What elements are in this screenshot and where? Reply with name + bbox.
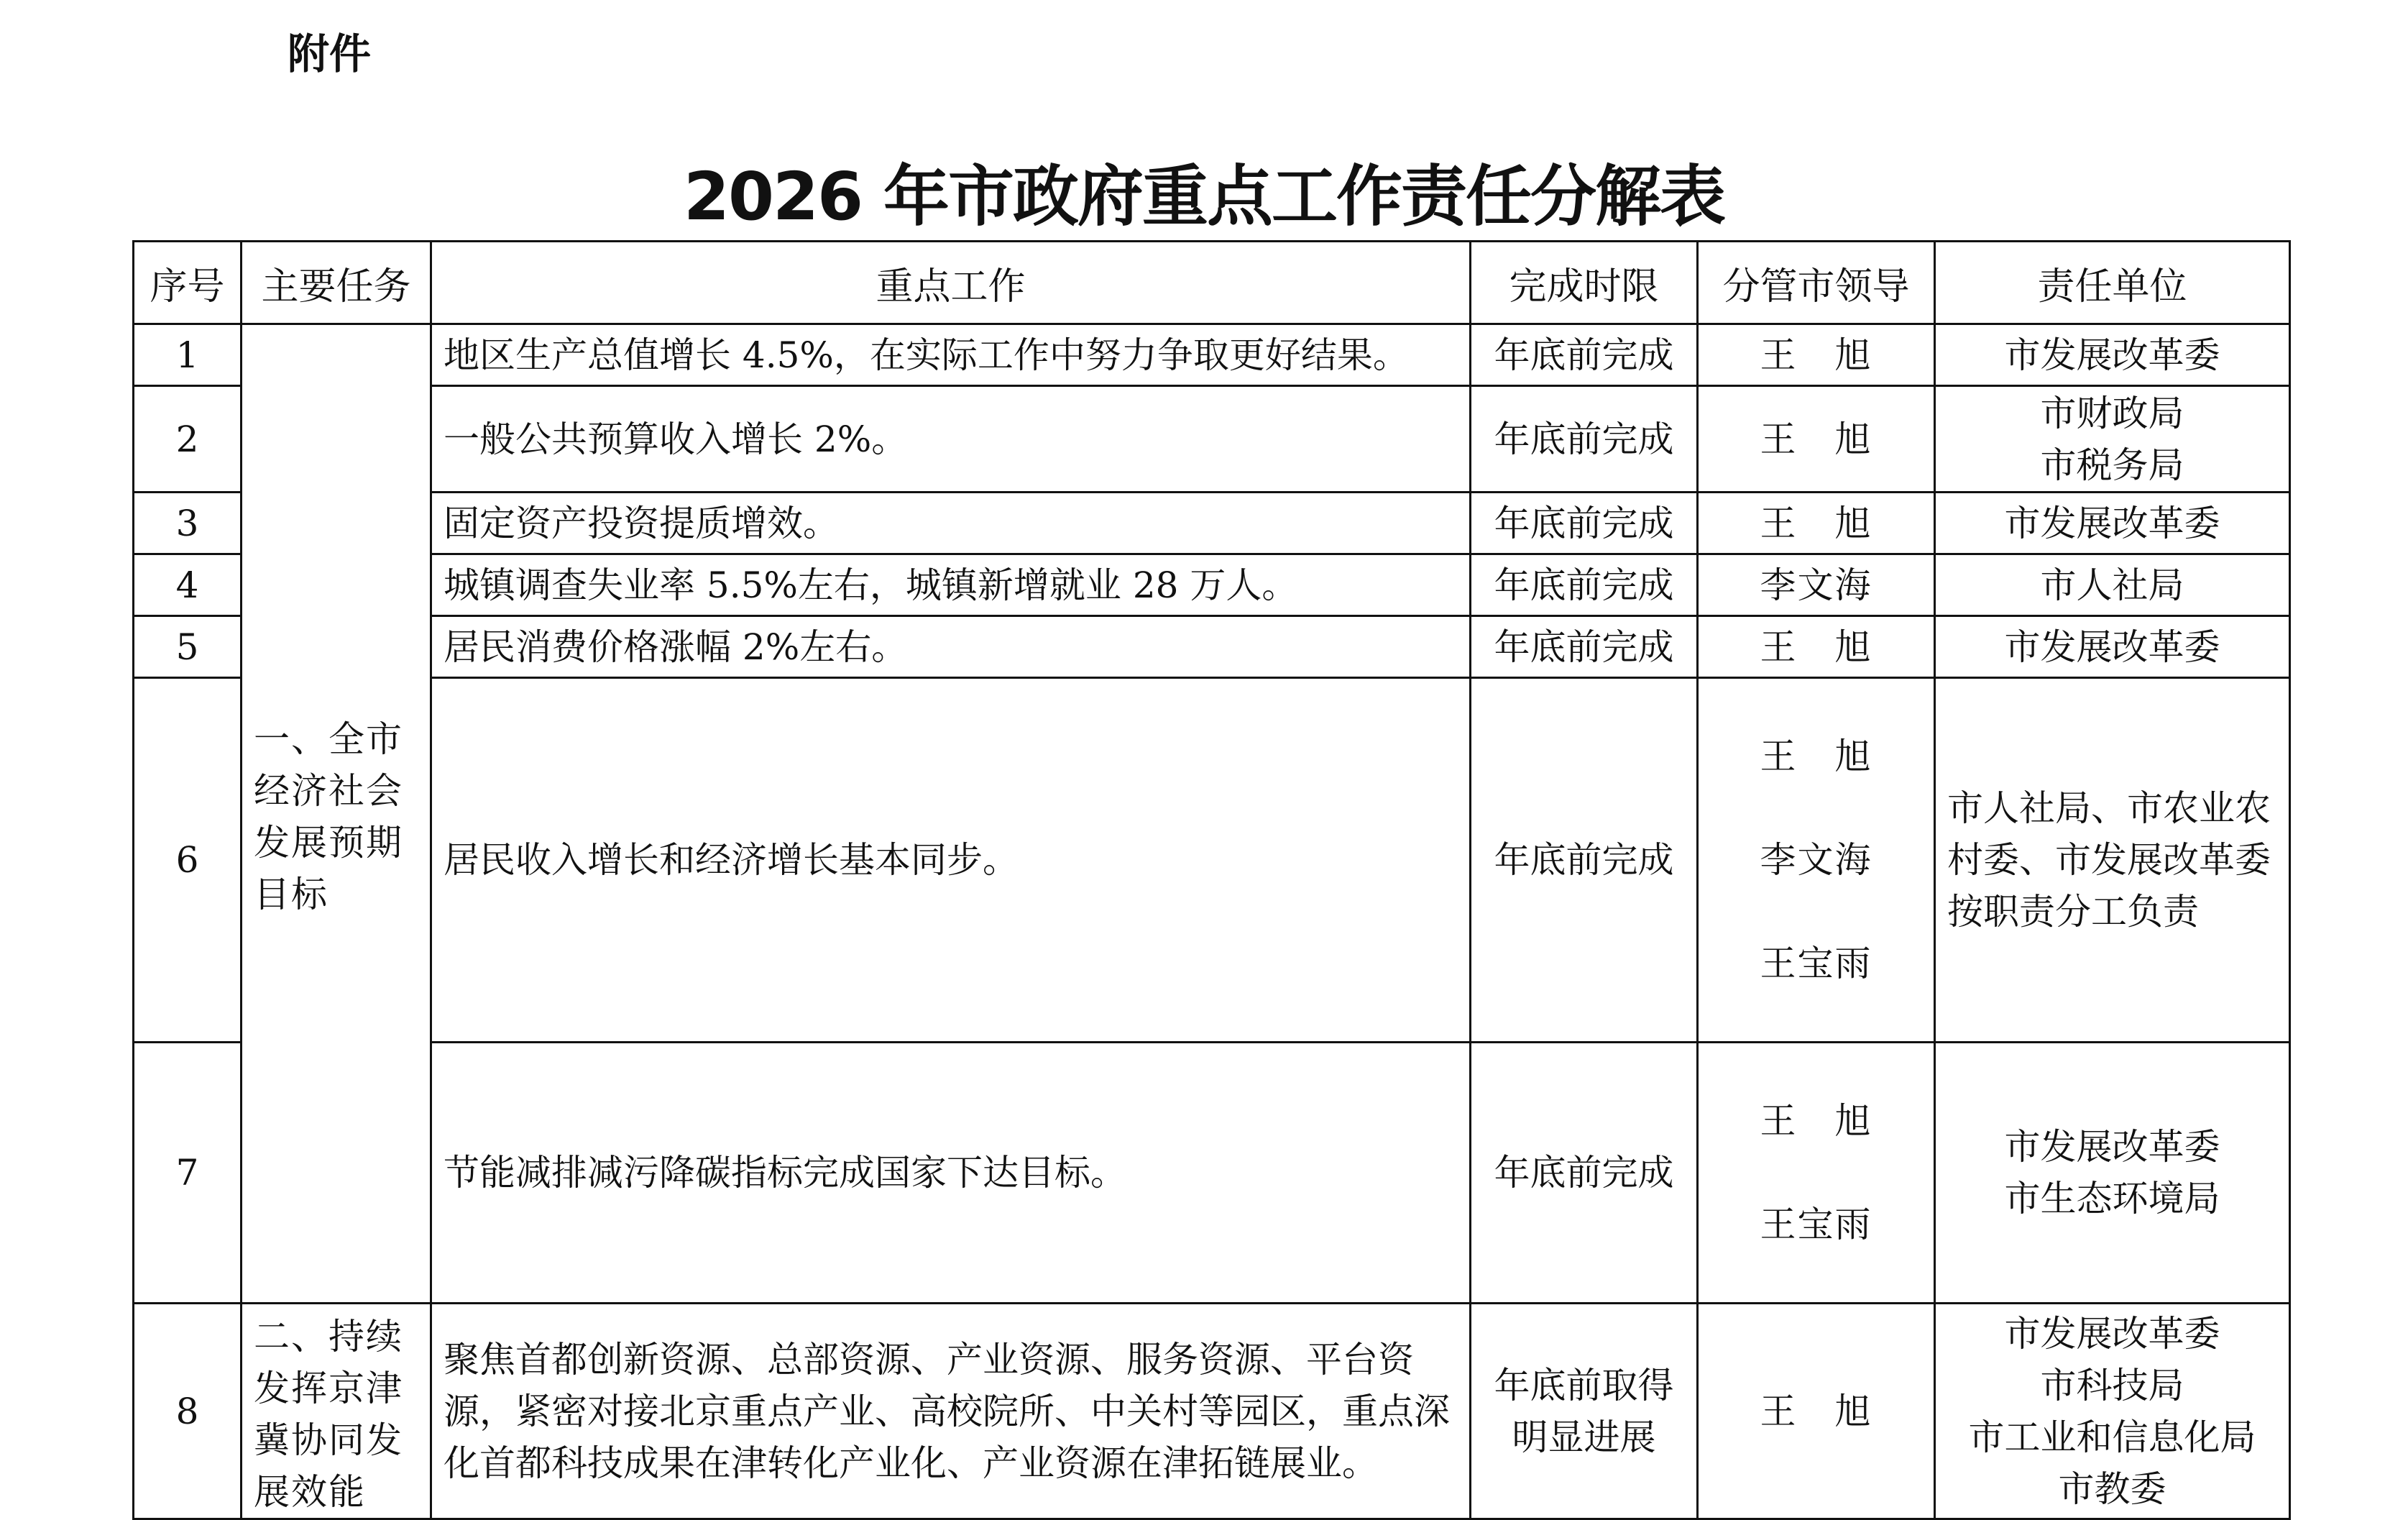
- table-header-row: [134, 242, 2290, 324]
- header-work: 重点工作: [431, 242, 1471, 324]
- unit-name: 市发展改革委: [2004, 334, 2220, 376]
- row-leader: [1698, 324, 1935, 386]
- leader-name: 王宝雨: [1760, 943, 1872, 984]
- row-deadline: 年底前取得明显进展: [1471, 1304, 1698, 1519]
- row-deadline: 年底前完成: [1471, 678, 1698, 1043]
- leader-name: 王 旭: [1760, 334, 1872, 376]
- responsibility-table: [132, 240, 2291, 1520]
- attachment-label: 附件: [288, 29, 372, 78]
- row-index: 2: [134, 386, 242, 493]
- leader-name: 王 旭: [1760, 736, 1872, 777]
- row-deadline: 年底前完成: [1471, 1043, 1698, 1304]
- row-index: 1: [134, 324, 242, 386]
- row-work: 一般公共预算收入增长 2%。: [431, 386, 1471, 493]
- row-work: 城镇调查失业率 5.5%左右，城镇新增就业 28 万人。: [431, 554, 1471, 616]
- row-leader: [1698, 386, 1935, 493]
- unit-name: 市财政局: [2040, 392, 2184, 434]
- row-index: 7: [134, 1043, 242, 1304]
- header-index: 序号: [134, 242, 242, 324]
- unit-name: 市人社局、市农业农村委、市发展改革委按职责分工负责: [1947, 787, 2271, 933]
- unit-name: 市人社局: [2040, 564, 2184, 606]
- table-row: [134, 493, 2290, 554]
- unit-name: 市发展改革委: [2004, 626, 2220, 668]
- unit-name: 市生态环境局: [2004, 1178, 2220, 1219]
- row-leader: [1698, 1043, 1935, 1304]
- leader-name: 王 旭: [1760, 502, 1872, 544]
- row-leader: [1698, 554, 1935, 616]
- leader-name: 王 旭: [1760, 1100, 1872, 1142]
- leader-name: 王 旭: [1760, 418, 1872, 460]
- row-work: 节能减排减污降碳指标完成国家下达目标。: [431, 1043, 1471, 1304]
- row-work: 固定资产投资提质增效。: [431, 493, 1471, 554]
- row-leader: [1698, 493, 1935, 554]
- row-deadline: 年底前完成: [1471, 554, 1698, 616]
- unit-name: 市发展改革委: [2004, 1126, 2220, 1168]
- header-task: 主要任务: [242, 242, 431, 324]
- table-row: [134, 1304, 2290, 1519]
- row-deadline: 年底前完成: [1471, 616, 1698, 678]
- row-index: 4: [134, 554, 242, 616]
- row-unit: [1935, 1304, 2290, 1519]
- row-leader: [1698, 678, 1935, 1043]
- row-leader: [1698, 1304, 1935, 1519]
- unit-name: 市教委: [2058, 1468, 2166, 1510]
- row-unit: [1935, 324, 2290, 386]
- row-work: 地区生产总值增长 4.5%，在实际工作中努力争取更好结果。: [431, 324, 1471, 386]
- row-index: 3: [134, 493, 242, 554]
- unit-name: 市科技局: [2040, 1364, 2184, 1406]
- row-unit: [1935, 493, 2290, 554]
- row-index: 8: [134, 1304, 242, 1519]
- row-work: 居民收入增长和经济增长基本同步。: [431, 678, 1471, 1043]
- row-work: 居民消费价格涨幅 2%左右。: [431, 616, 1471, 678]
- header-deadline: 完成时限: [1471, 242, 1698, 324]
- page-title: 2026 年市政府重点工作责任分解表: [683, 158, 1725, 235]
- header-leader: 分管市领导: [1698, 242, 1935, 324]
- row-deadline: 年底前完成: [1471, 493, 1698, 554]
- task-group-1: 一、全市经济社会发展预期目标: [242, 324, 431, 1304]
- row-unit: [1935, 386, 2290, 493]
- table-row: [134, 386, 2290, 493]
- row-deadline: 年底前完成: [1471, 386, 1698, 493]
- row-unit: [1935, 554, 2290, 616]
- row-index: 5: [134, 616, 242, 678]
- unit-name: 市税务局: [2040, 444, 2184, 486]
- row-unit: [1935, 678, 2290, 1043]
- leader-name: 王 旭: [1760, 1390, 1872, 1432]
- unit-name: 市发展改革委: [2004, 502, 2220, 544]
- leader-name: 王宝雨: [1760, 1204, 1872, 1245]
- unit-name: 市工业和信息化局: [1968, 1416, 2256, 1458]
- task-group-2: 二、持续发挥京津冀协同发展效能: [242, 1304, 431, 1519]
- unit-name: 市发展改革委: [2004, 1312, 2220, 1355]
- table-row: [134, 554, 2290, 616]
- table-row: [134, 616, 2290, 678]
- row-deadline: 年底前完成: [1471, 324, 1698, 386]
- table-row: [134, 678, 2290, 1043]
- row-leader: [1698, 616, 1935, 678]
- leader-name: 李文海: [1760, 839, 1872, 881]
- leader-name: 李文海: [1760, 564, 1872, 606]
- row-unit: [1935, 1043, 2290, 1304]
- row-unit: [1935, 616, 2290, 678]
- row-index: 6: [134, 678, 242, 1043]
- table-row: [134, 324, 2290, 386]
- leader-name: 王 旭: [1760, 626, 1872, 668]
- row-work: 聚焦首都创新资源、总部资源、产业资源、服务资源、平台资源，紧密对接北京重点产业、高校院所、中关村等园区，重点深化首都科技成果在津转化产业化、产业资源在津拓链展业。: [431, 1304, 1471, 1519]
- table-row: [134, 1043, 2290, 1304]
- header-unit: 责任单位: [1935, 242, 2290, 324]
